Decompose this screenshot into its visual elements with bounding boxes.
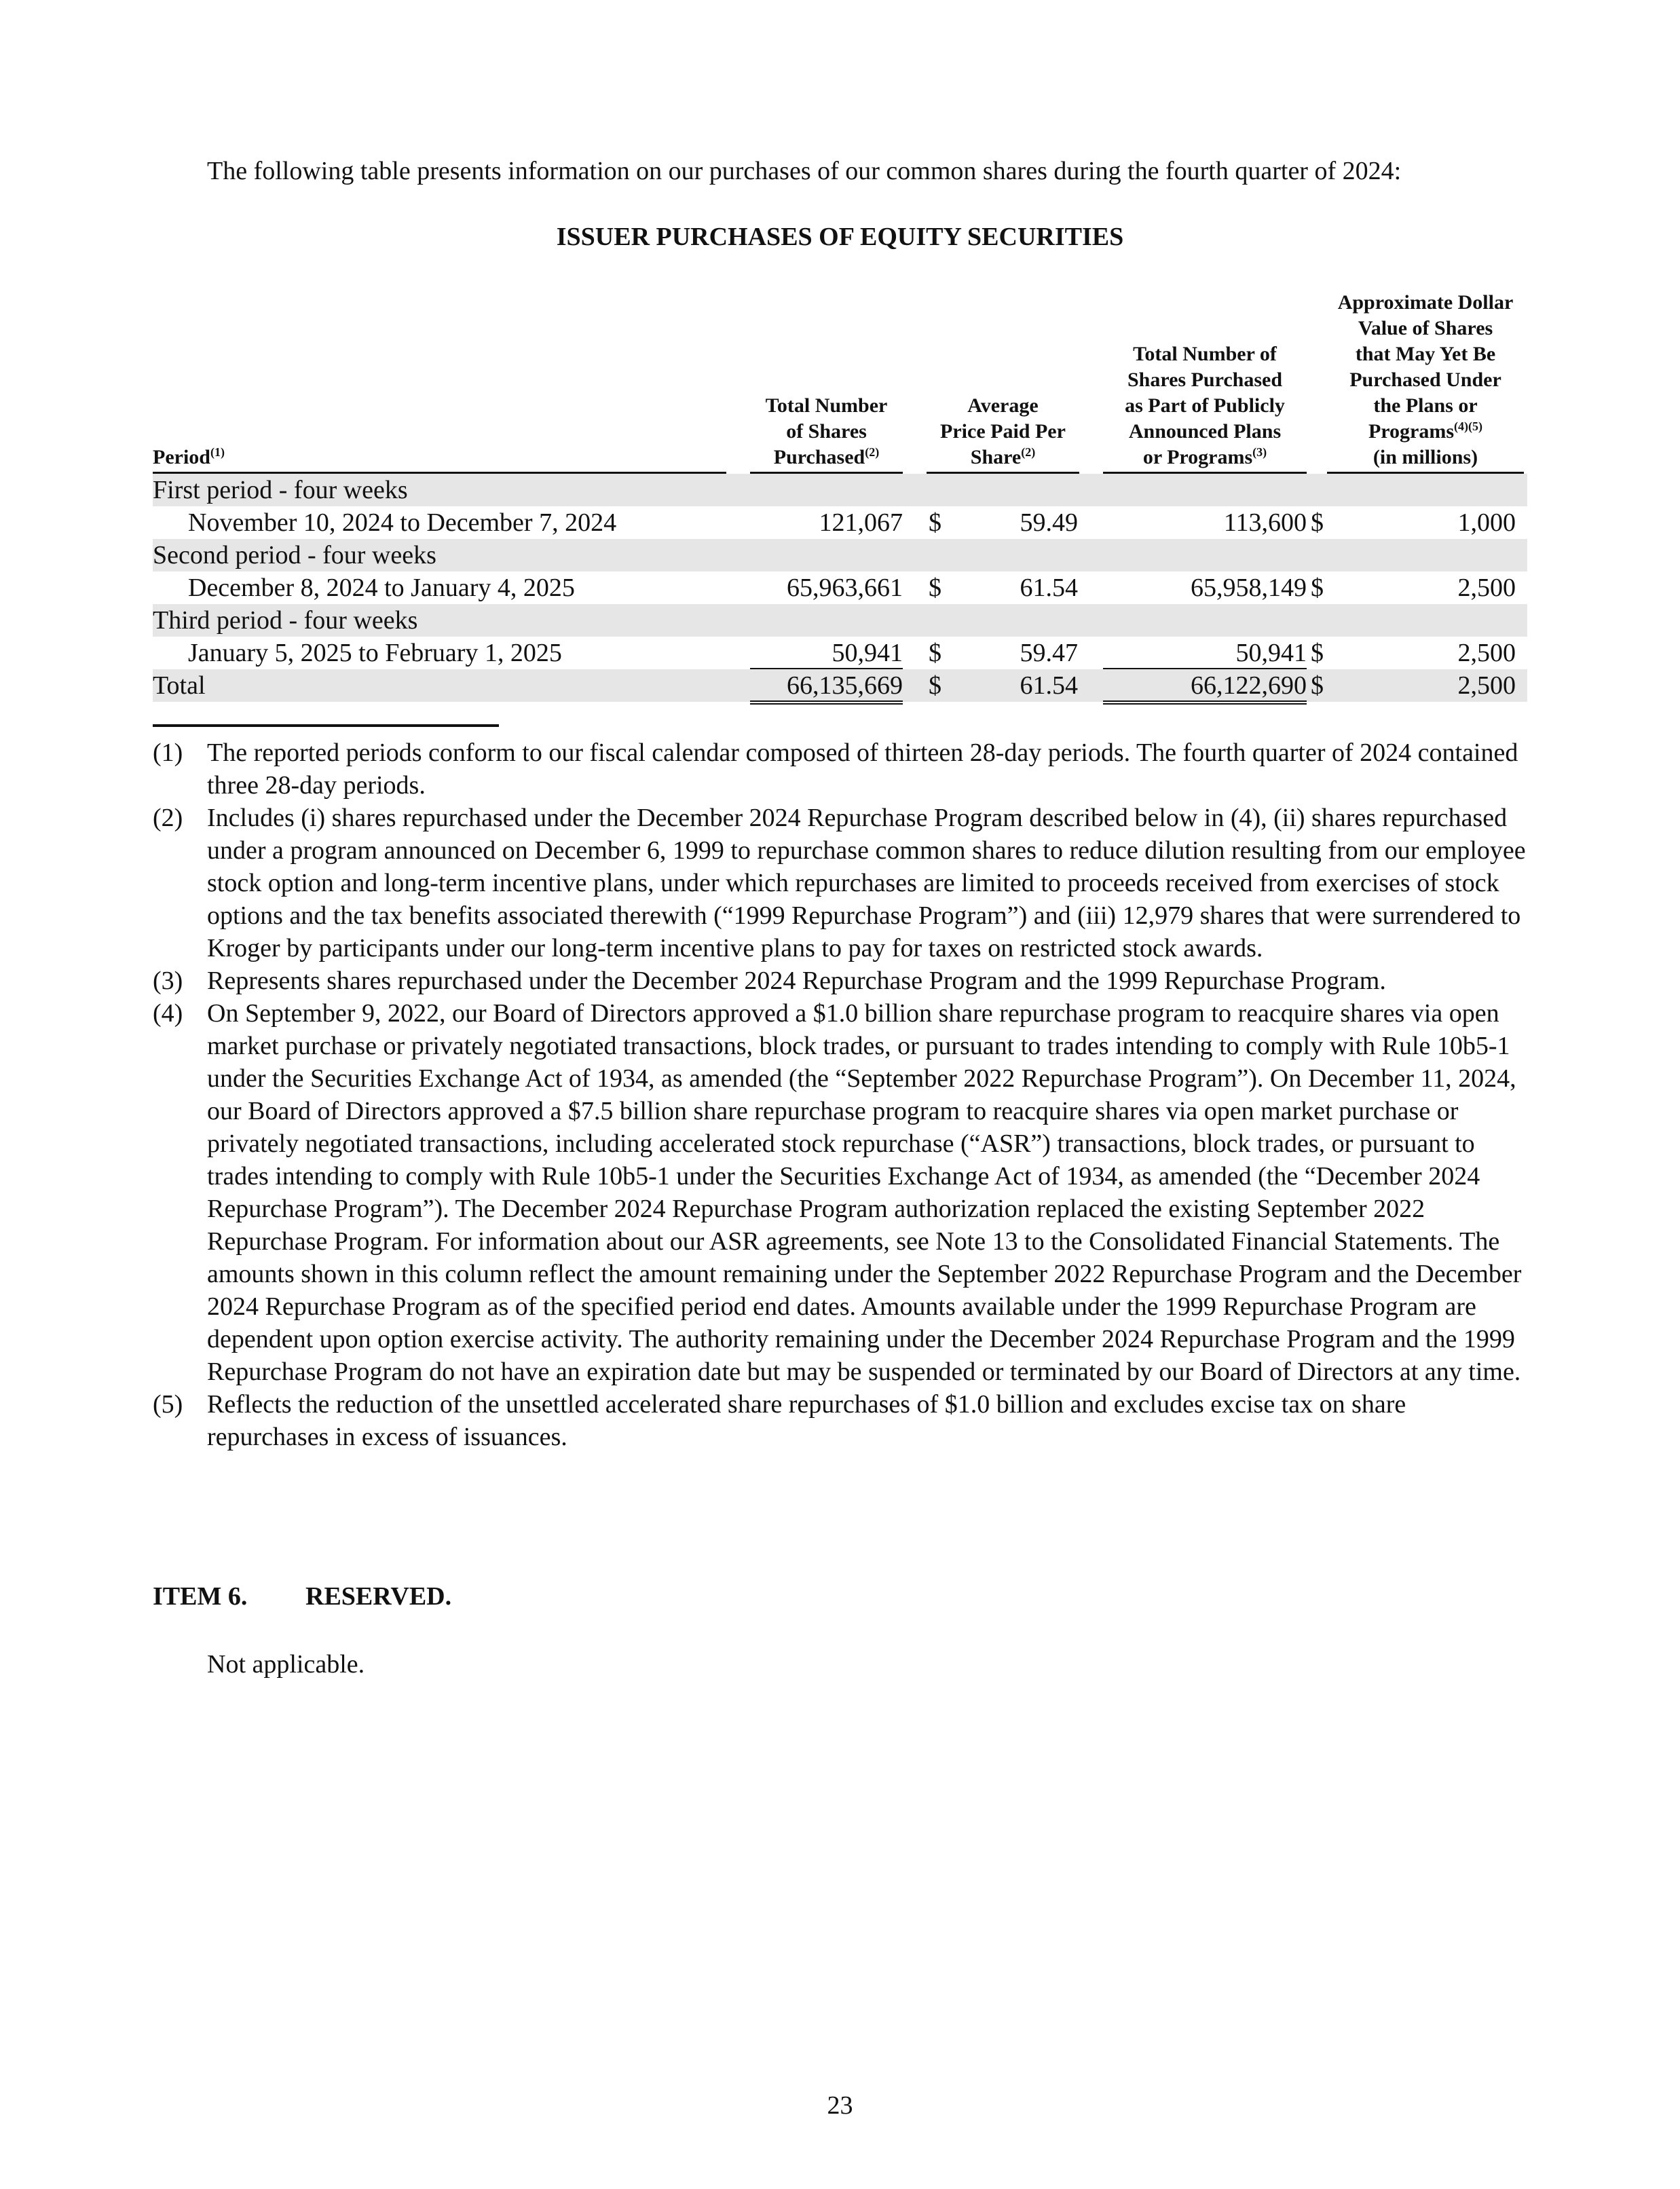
dollar-sign: $	[929, 508, 941, 537]
header-total-shares: Total Number of Shares Purchased$^{(2)}$	[750, 393, 903, 474]
total-shares-value: 50,941	[750, 637, 903, 669]
header-average-price: Average Price Paid Per Share$^{(2)}$	[927, 393, 1079, 474]
total-shares-value: 121,067	[819, 508, 903, 537]
average-price-value: 59.49	[1020, 508, 1078, 537]
page-number: 23	[827, 2091, 853, 2120]
table-row	[153, 539, 1527, 572]
footnote	[153, 1388, 1531, 1453]
table-row	[153, 637, 1527, 669]
total-label: Total	[153, 671, 206, 700]
plan-shares-value: 65,958,149	[1191, 574, 1307, 602]
footnotes	[153, 736, 1531, 1453]
footnote-text: The reported periods conform to our fiscal calendar composed of thirteen 28-day periods. The fourth quarter of 2024 contained three 28-day periods.	[207, 738, 1518, 800]
item-title: RESERVED.	[305, 1582, 452, 1611]
repurchase-table	[153, 285, 1527, 702]
plan-shares-value: 113,600	[1223, 508, 1307, 537]
footnote	[153, 965, 1531, 997]
footnote-text: Reflects the reduction of the unsettled accelerated share repurchases of $1.0 billion and excludes excise tax on share repurchases in excess of issuances.	[207, 1390, 1406, 1451]
period-group-label: Second period - four weeks	[153, 541, 436, 569]
intro-paragraph: The following table presents information on our purchases of our common shares during the fourth quarter of 2024:	[207, 157, 1402, 185]
footnote-text: Represents shares repurchased under the December 2024 Repurchase Program and the 1999 Repurchase Program.	[207, 967, 1386, 995]
total-shares-value: 65,963,661	[787, 574, 903, 602]
plan-shares-value: 66,122,690	[1103, 669, 1307, 705]
footnote-marker: (2)	[153, 804, 183, 832]
table-header	[153, 285, 1527, 474]
period-group-label: Third period - four weeks	[153, 606, 418, 635]
table-row	[153, 604, 1527, 637]
table-row	[153, 474, 1527, 506]
footnote	[153, 997, 1531, 1388]
total-shares-value: 66,135,669	[750, 669, 903, 705]
average-price-value: 61.54	[1020, 671, 1078, 700]
remaining-value: 2,500	[1457, 639, 1516, 667]
remaining-value: 2,500	[1457, 671, 1516, 700]
remaining-value: 2,500	[1457, 574, 1516, 602]
period-label: December 8, 2024 to January 4, 2025	[188, 574, 575, 602]
item-6-body: Not applicable.	[207, 1650, 365, 1679]
dollar-sign: $	[1311, 574, 1324, 602]
footnote-marker: (4)	[153, 999, 183, 1028]
dollar-sign: $	[1311, 639, 1324, 667]
remaining-value: 1,000	[1457, 508, 1516, 537]
plan-shares-value: 50,941	[1103, 637, 1307, 669]
average-price-value: 59.47	[1020, 639, 1078, 667]
footnote	[153, 802, 1531, 965]
period-label: January 5, 2025 to February 1, 2025	[188, 639, 562, 667]
dollar-sign: $	[1311, 671, 1324, 700]
table-row	[153, 506, 1527, 539]
table-row	[153, 572, 1527, 604]
footnote-marker: (5)	[153, 1390, 183, 1419]
footnote-marker: (3)	[153, 967, 183, 995]
footnote-text: Includes (i) shares repurchased under the December 2024 Repurchase Program described below in (4), (ii) shares repurchased under a program announced on December 6, 1999 to repurchase common shares to reduce dilution resulting from our employee stock option and long-term incentive plans, under which repurchases are limited to proceeds received from exercises of stock options and the tax benefits associated therewith (“1999 Repurchase Program”) and (iii) 12,979 shares that were surrendered to Kroger by participants under our long-term incentive plans to pay for taxes on restricted stock awards.	[207, 804, 1526, 962]
footnote-marker: (1)	[153, 738, 183, 767]
footnote	[153, 736, 1531, 802]
dollar-sign: $	[929, 639, 941, 667]
table-row-total	[153, 669, 1527, 702]
period-group-label: First period - four weeks	[153, 476, 408, 504]
average-price-value: 61.54	[1020, 574, 1078, 602]
header-remaining-value: Approximate Dollar Value of Shares that May Yet Be Purchased Under the Plans or Programs$^{(4)(5)}$ (in millions)	[1327, 290, 1524, 474]
dollar-sign: $	[929, 574, 941, 602]
footnote-text: On September 9, 2022, our Board of Directors approved a $1.0 billion share repurchase program to reacquire shares via open market purchase or privately negotiated transactions, block trades, or pursuant to trades intending to comply with Rule 10b5-1 under the Securities Exchange Act of 1934, as amended (the “September 2022 Repurchase Program”). On December 11, 2024, our Board of Directors approved a $7.5 billion share repurchase program to reacquire shares via open market purchase or privately negotiated transactions, including accelerated stock repurchase (“ASR”) transactions, block trades, or pursuant to trades intending to comply with Rule 10b5-1 under the Securities Exchange Act of 1934, as amended (the “December 2024 Repurchase Program”). The December 2024 Repurchase Program authorization replaced the existing September 2022 Repurchase Program. For information about our ASR agreements, see Note 13 to the Consolidated Financial Statements. The amounts shown in this column reflect the amount remaining under the September 2022 Repurchase Program and the December 2024 Repurchase Program as of the specified period end dates. Amounts available under the 1999 Repurchase Program are dependent upon option exercise activity. The authority remaining under the December 2024 Repurchase Program and the 1999 Repurchase Program do not have an expiration date but may be suspended or terminated by our Board of Directors at any time.	[207, 999, 1522, 1386]
dollar-sign: $	[929, 671, 941, 700]
dollar-sign: $	[1311, 508, 1324, 537]
item-number: ITEM 6.	[153, 1582, 248, 1611]
header-plan-shares: Total Number of Shares Purchased as Part of Publicly Announced Plans or Programs$^{(3)}$	[1103, 341, 1307, 474]
table-title: ISSUER PURCHASES OF EQUITY SECURITIES	[556, 223, 1124, 251]
item-6-heading	[153, 1580, 451, 1613]
period-label: November 10, 2024 to December 7, 2024	[188, 508, 617, 537]
footnote-divider	[153, 724, 499, 727]
header-period: Period$^{(1)}$	[153, 445, 726, 474]
